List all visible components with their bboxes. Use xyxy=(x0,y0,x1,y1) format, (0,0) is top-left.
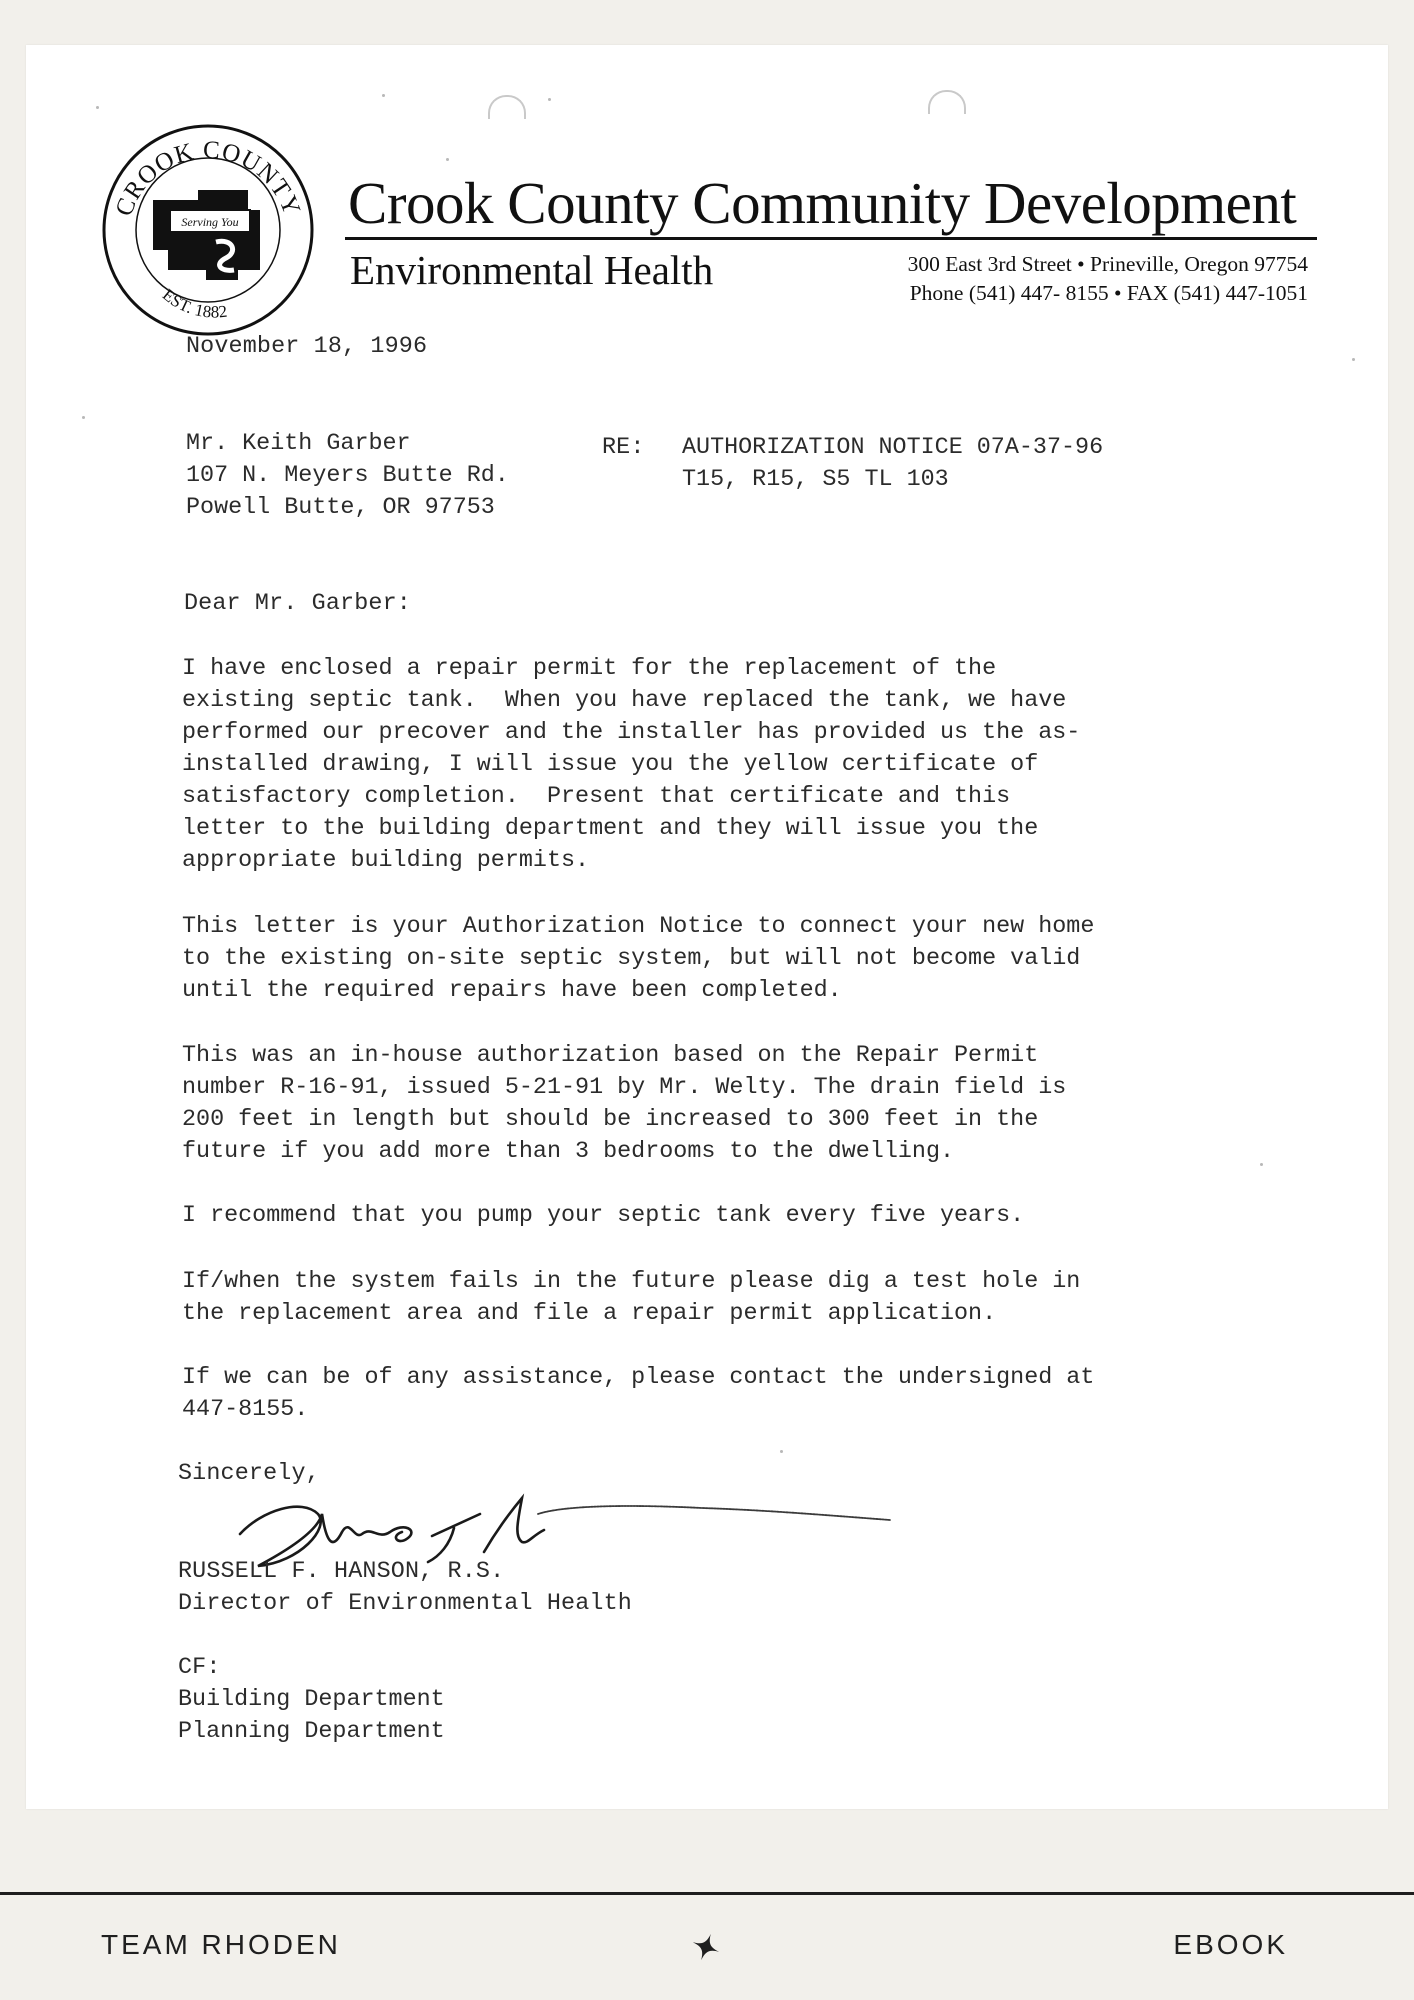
paragraph-line: number R-16-91, issued 5-21-91 by Mr. Welty. The drain field is xyxy=(182,1075,1067,1101)
re-block xyxy=(682,432,1103,496)
letterhead-contact xyxy=(908,250,1308,308)
footer-divider xyxy=(0,1892,1414,1895)
paragraph-line: future if you add more than 3 bedrooms to the dwelling. xyxy=(182,1139,955,1165)
paragraph-line: This letter is your Authorization Notice to connect your new home xyxy=(182,914,1095,940)
scan-speck xyxy=(1260,1163,1263,1166)
paragraph-line: appropriate building permits. xyxy=(182,848,590,874)
footer-brand: TEAM RHODEN xyxy=(101,1929,341,1960)
paragraph-line: until the required repairs have been completed. xyxy=(182,978,842,1004)
scan-speck xyxy=(1352,358,1355,361)
footer-label: EBOOK xyxy=(1173,1929,1288,1960)
paragraph-line: performed our precover and the installer has provided us the as- xyxy=(182,720,1081,746)
body-paragraph xyxy=(182,911,1094,1007)
paragraph-line: satisfactory completion. Present that certificate and this xyxy=(182,784,1011,810)
paragraph-line: to the existing on-site septic system, but will not become valid xyxy=(182,946,1081,972)
body-paragraph xyxy=(182,1200,1024,1232)
letter-date: November 18, 1996 xyxy=(186,334,428,360)
paragraph-line: I recommend that you pump your septic tank every five years. xyxy=(182,1203,1025,1229)
paragraph-line: existing septic tank. When you have replaced the tank, we have xyxy=(182,688,1067,714)
paragraph-line: 447-8155. xyxy=(182,1397,309,1423)
recipient-line: 107 N. Meyers Butte Rd. xyxy=(186,463,509,489)
scan-speck xyxy=(548,98,551,101)
paragraph-line: the replacement area and file a repair permit application. xyxy=(182,1301,997,1327)
cf-recipient: Building Department xyxy=(178,1687,445,1713)
paragraph-line: 200 feet in length but should be increased to 300 feet in the xyxy=(182,1107,1039,1133)
closing: Sincerely, xyxy=(178,1461,320,1487)
scan-speck xyxy=(446,158,449,161)
recipient-line: Powell Butte, OR 97753 xyxy=(186,495,495,521)
paragraph-line: letter to the building department and they will issue you the xyxy=(182,816,1039,842)
cf-list xyxy=(178,1684,445,1748)
scan-speck xyxy=(780,1450,783,1453)
signer-title: Director of Environmental Health xyxy=(178,1591,632,1617)
seal-est: EST. 1882 xyxy=(158,285,229,322)
letterhead-subtitle: Environmental Health xyxy=(350,247,714,293)
seal-arc-text: CROOK COUNTY xyxy=(110,136,306,220)
body-paragraph xyxy=(182,653,1080,877)
signer-name: RUSSELL F. HANSON, R.S. xyxy=(178,1559,505,1585)
paragraph-line: I have enclosed a repair permit for the replacement of the xyxy=(182,656,997,682)
cf-recipient: Planning Department xyxy=(178,1719,445,1745)
letterhead-title: Crook County Community Development xyxy=(348,170,1297,236)
county-seal-logo xyxy=(98,120,318,340)
body-paragraph xyxy=(182,1266,1080,1330)
salutation: Dear Mr. Garber: xyxy=(184,591,411,617)
paragraph-line: This was an in-house authorization based on the Repair Permit xyxy=(182,1043,1039,1069)
seal-motto: Serving You xyxy=(181,215,239,229)
recipient-address xyxy=(186,428,509,524)
svg-text:EST. 1882 xyxy=(159,285,228,321)
letterhead-phone-fax: Phone (541) 447- 8155 • FAX (541) 447-1051 xyxy=(909,281,1308,305)
paragraph-line: If/when the system fails in the future please dig a test hole in xyxy=(182,1269,1081,1295)
scan-speck xyxy=(96,106,99,109)
paragraph-line: If we can be of any assistance, please contact the undersigned at xyxy=(182,1365,1095,1391)
sparkle-icon xyxy=(690,1931,722,1963)
recipient-line: Mr. Keith Garber xyxy=(186,431,411,457)
body-paragraph xyxy=(182,1040,1066,1168)
scan-speck xyxy=(382,94,385,97)
letterhead-rule xyxy=(345,237,1317,240)
letterhead-address: 300 East 3rd Street • Prineville, Oregon 97754 xyxy=(907,252,1308,276)
re-label: RE: xyxy=(602,435,645,461)
re-line: AUTHORIZATION NOTICE 07A-37-96 xyxy=(682,435,1104,461)
scan-speck xyxy=(82,416,85,419)
body-paragraph xyxy=(182,1362,1094,1426)
paragraph-line: installed drawing, I will issue you the yellow certificate of xyxy=(182,752,1039,778)
re-line: T15, R15, S5 TL 103 xyxy=(682,467,949,493)
cf-label: CF: xyxy=(178,1655,221,1681)
